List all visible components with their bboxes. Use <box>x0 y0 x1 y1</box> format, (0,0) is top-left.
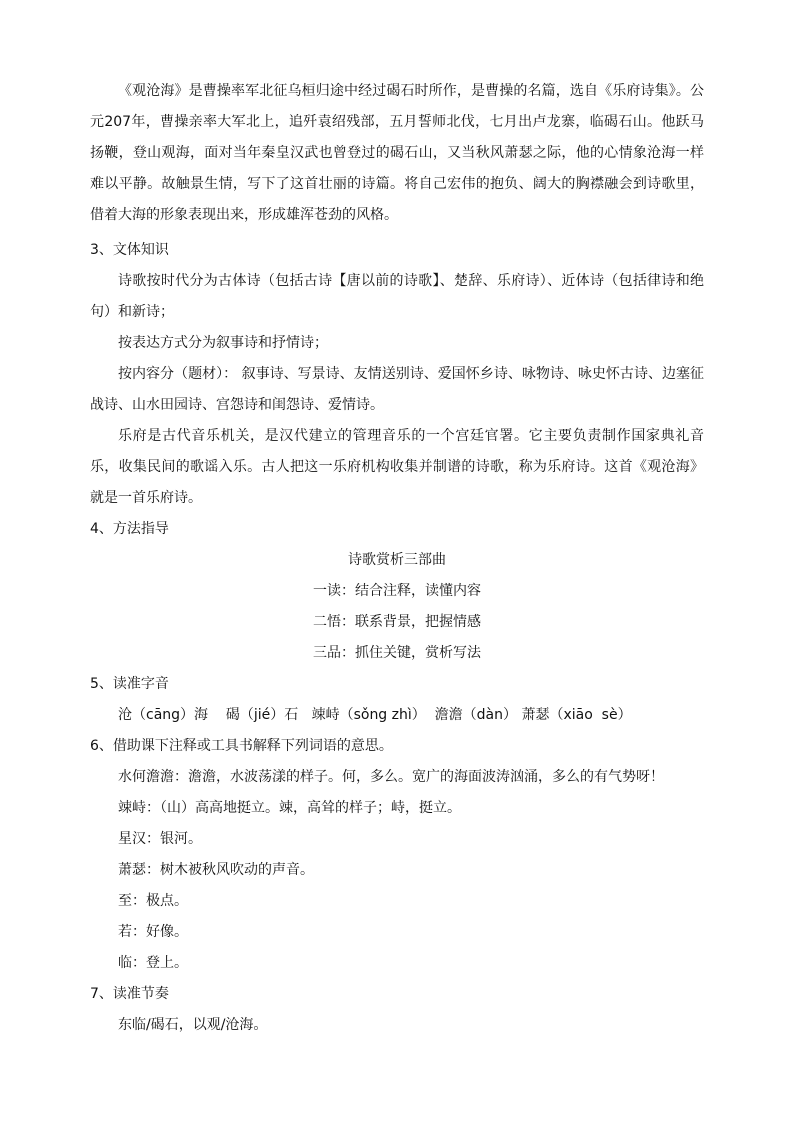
definition-item: 临：登上。 <box>118 955 188 971</box>
section-3-paragraph-1: 诗歌按时代分为古体诗（包括古诗【唐以前的诗歌】、楚辞、乐府诗）、近体诗（包括律诗和绝句）和新诗； <box>90 273 704 320</box>
definition-item: 萧瑟：树木被秋风吹动的声音。 <box>118 862 314 878</box>
section-3-paragraph-3: 按内容分（题材）： 叙事诗、写景诗、友情送别诗、爱国怀乡诗、咏物诗、咏史怀古诗、边塞征战诗、山水田园诗、宫怨诗和闺怨诗、爱情诗。 <box>90 366 704 413</box>
definition-item: 至：极点。 <box>118 893 188 909</box>
definition-item: 星汉：银河。 <box>118 831 202 847</box>
intro-paragraph: 《观沧海》是曹操率军北征乌桓归途中经过碣石时所作，是曹操的名篇，选自《乐府诗集》。公元207年，曹操亲率大军北上，追歼袁绍残部，五月誓师北伐，七月出卢龙寨，临碣石山。他跃马扬鞭，登山观海，面对当年秦皇汉武也曾登过的碣石山，又当秋风萧瑟之际，他的心情象沧海一样难以平静。故触景生情，写下了这首壮丽的诗篇。将自己宏伟的抱负、阔大的胸襟融会到诗歌里，借着大海的形象表现出来，形成雄浑苍劲的风格。 <box>90 83 704 223</box>
method-step-1: 一读：结合注释，读懂内容 <box>313 583 481 599</box>
section-4-heading: 4、方法指导 <box>90 521 169 537</box>
method-step-2: 二悟：联系背景，把握情感 <box>313 614 481 630</box>
rhythm-line: 东临/碣石，以观/沧海。 <box>118 1017 268 1033</box>
pinyin-line: 沧（cāng）海 碣（jié）石 竦峙（sǒng zhì） 澹澹（dàn） 萧瑟（xiāo sè） <box>118 707 632 723</box>
section-5-heading: 5、读准字音 <box>90 676 169 692</box>
definition-item: 水何澹澹：澹澹，水波荡漾的样子。何，多么。宽广的海面波涛汹涌，多么的有气势呀！ <box>118 769 664 785</box>
section-6-heading: 6、借助课下注释或工具书解释下列词语的意思。 <box>90 738 393 754</box>
definition-item: 若：好像。 <box>118 924 188 940</box>
definition-item: 竦峙：（山）高高地挺立。竦，高耸的样子；峙，挺立。 <box>118 800 461 816</box>
section-7-heading: 7、读准节奏 <box>90 986 169 1002</box>
section-3-heading: 3、文体知识 <box>90 242 169 258</box>
section-3-paragraph-4: 乐府是古代音乐机关，是汉代建立的管理音乐的一个宫廷官署。它主要负责制作国家典礼音乐，收集民间的歌谣入乐。古人把这一乐府机构收集并制谱的诗歌，称为乐府诗。这首《观沧海》就是一首乐府诗。 <box>90 428 704 506</box>
method-title: 诗歌赏析三部曲 <box>348 552 446 568</box>
method-step-3: 三品：抓住关键，赏析写法 <box>313 645 481 661</box>
section-3-paragraph-2: 按表达方式分为叙事诗和抒情诗； <box>118 335 328 351</box>
